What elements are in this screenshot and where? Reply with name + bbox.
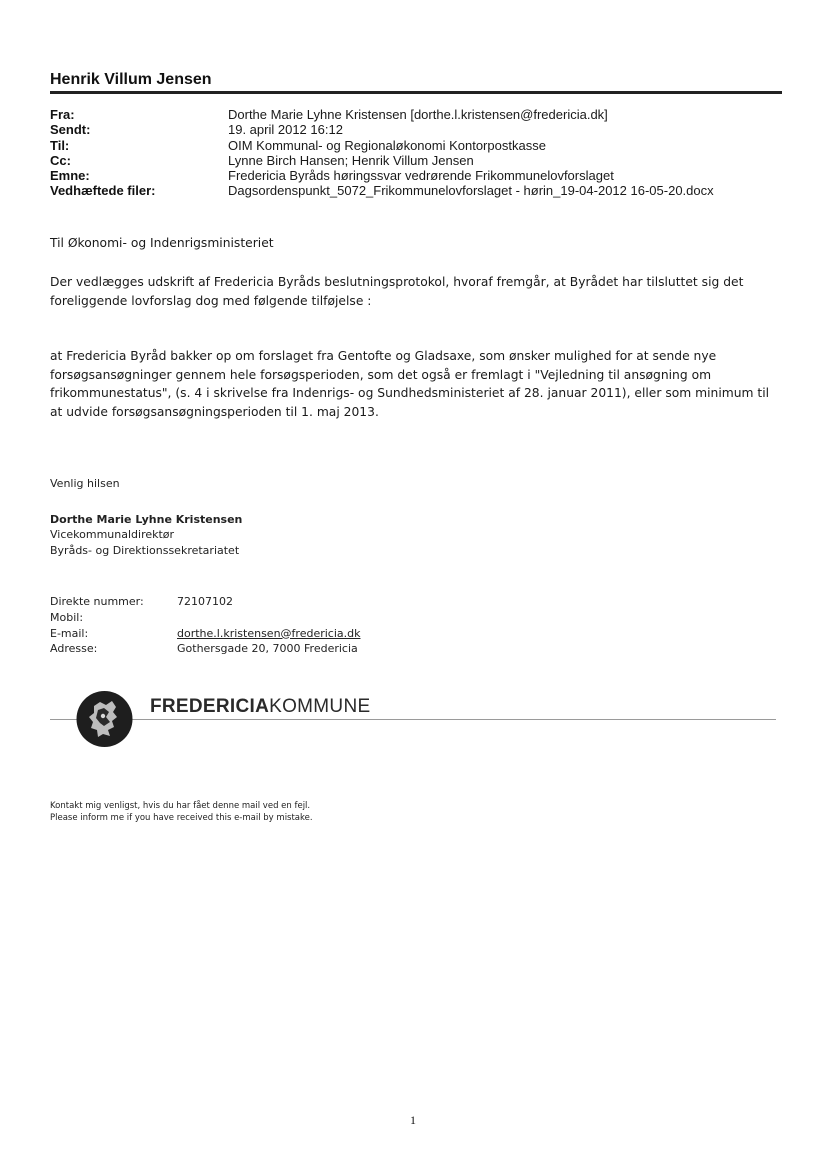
email-owner-name: Henrik Villum Jensen bbox=[50, 71, 212, 88]
attachment-filename: Dagsordenspunkt_5072_Frikommunelovforslaget - hørin_19-04-2012 16-05-20.docx bbox=[228, 183, 714, 199]
main-paragraph bbox=[50, 347, 790, 421]
disclaimer-line: Kontakt mig venligst, hvis du har fået denne mail ved en fejl. bbox=[50, 801, 311, 811]
header-row-cc bbox=[50, 153, 790, 168]
text-line: foreliggende lovforslag dog med følgende tilføjelse : bbox=[50, 293, 372, 308]
header-value: Dorthe Marie Lyhne Kristensen [dorthe.l.kristensen@fredericia.dk] bbox=[228, 107, 608, 122]
header-value: 19. april 2012 16:12 bbox=[228, 122, 343, 138]
header-row-sent bbox=[50, 122, 790, 137]
contact-label: Direkte nummer: bbox=[50, 595, 144, 608]
header-label: Vedhæftede filer: bbox=[50, 183, 156, 199]
signature-department: Byråds- og Direktionssekretariatet bbox=[50, 544, 240, 557]
intro-paragraph bbox=[50, 273, 790, 310]
contact-row-email bbox=[50, 626, 360, 642]
disclaimer bbox=[50, 800, 313, 824]
header-label: Cc: bbox=[50, 152, 71, 168]
text-line: at udvide forsøgsansøgningsperioden til 1. maj 2013. bbox=[50, 404, 379, 419]
logo-text-bold: FREDERICIA bbox=[150, 696, 270, 717]
header-row-from bbox=[50, 107, 790, 122]
greeting: Til Økonomi- og Indenrigsministeriet bbox=[50, 236, 274, 250]
coat-of-arms-icon bbox=[76, 690, 133, 748]
contact-details bbox=[50, 594, 360, 657]
municipality-logo bbox=[150, 696, 370, 718]
email-header bbox=[50, 107, 790, 199]
header-value: Fredericia Byråds høringssvar vedrørende Frikommunelovforslaget bbox=[228, 168, 614, 184]
header-value: OIM Kommunal- og Regionaløkonomi Kontorpostkasse bbox=[228, 137, 546, 153]
header-label: Til: bbox=[50, 137, 70, 153]
contact-label: E-mail: bbox=[50, 626, 89, 640]
contact-label: Mobil: bbox=[50, 610, 84, 624]
signature-name: Dorthe Marie Lyhne Kristensen bbox=[50, 513, 243, 526]
header-label: Emne: bbox=[50, 168, 90, 184]
contact-row-mobile bbox=[50, 610, 360, 626]
text-line: Der vedlægges udskrift af Fredericia Byråds beslutningsprotokol, hvoraf fremgår, at Byrådet har tilsluttet sig det bbox=[50, 275, 744, 289]
text-line: frikommunestatus", (s. 4 i skrivelse fra Indenrigs- og Sundhedsministeriet af 28. januar 2011), eller som minimum til bbox=[50, 386, 770, 400]
page-number: 1 bbox=[410, 1113, 416, 1127]
closing: Venlig hilsen bbox=[50, 477, 120, 490]
disclaimer-line: Please inform me if you have received this e-mail by mistake. bbox=[50, 813, 313, 823]
header-row-attachments bbox=[50, 183, 790, 198]
contact-row-phone bbox=[50, 594, 360, 610]
signature-title: Vicekommunaldirektør bbox=[50, 528, 175, 541]
email-link[interactable]: dorthe.l.kristensen@fredericia.dk bbox=[177, 626, 361, 640]
header-label: Fra: bbox=[50, 107, 75, 122]
logo-divider bbox=[50, 719, 776, 720]
header-value: Lynne Birch Hansen; Henrik Villum Jensen bbox=[228, 152, 474, 168]
contact-row-address bbox=[50, 641, 360, 657]
contact-value: Gothersgade 20, 7000 Fredericia bbox=[177, 642, 358, 656]
header-label: Sendt: bbox=[50, 122, 91, 138]
header-row-subject bbox=[50, 168, 790, 183]
header-row-to bbox=[50, 138, 790, 153]
contact-label: Adresse: bbox=[50, 642, 98, 656]
contact-value: 72107102 bbox=[177, 595, 233, 608]
logo-text-light: KOMMUNE bbox=[269, 696, 371, 717]
header-divider bbox=[50, 91, 782, 94]
text-line: forsøgsansøgninger gennem hele forsøgsperioden, som det også er fremlagt i "Vejledning til ansøgning om bbox=[50, 367, 712, 382]
text-line: at Fredericia Byråd bakker op om forslaget fra Gentofte og Gladsaxe, som ønsker mulighed for at sende nye bbox=[50, 349, 717, 363]
